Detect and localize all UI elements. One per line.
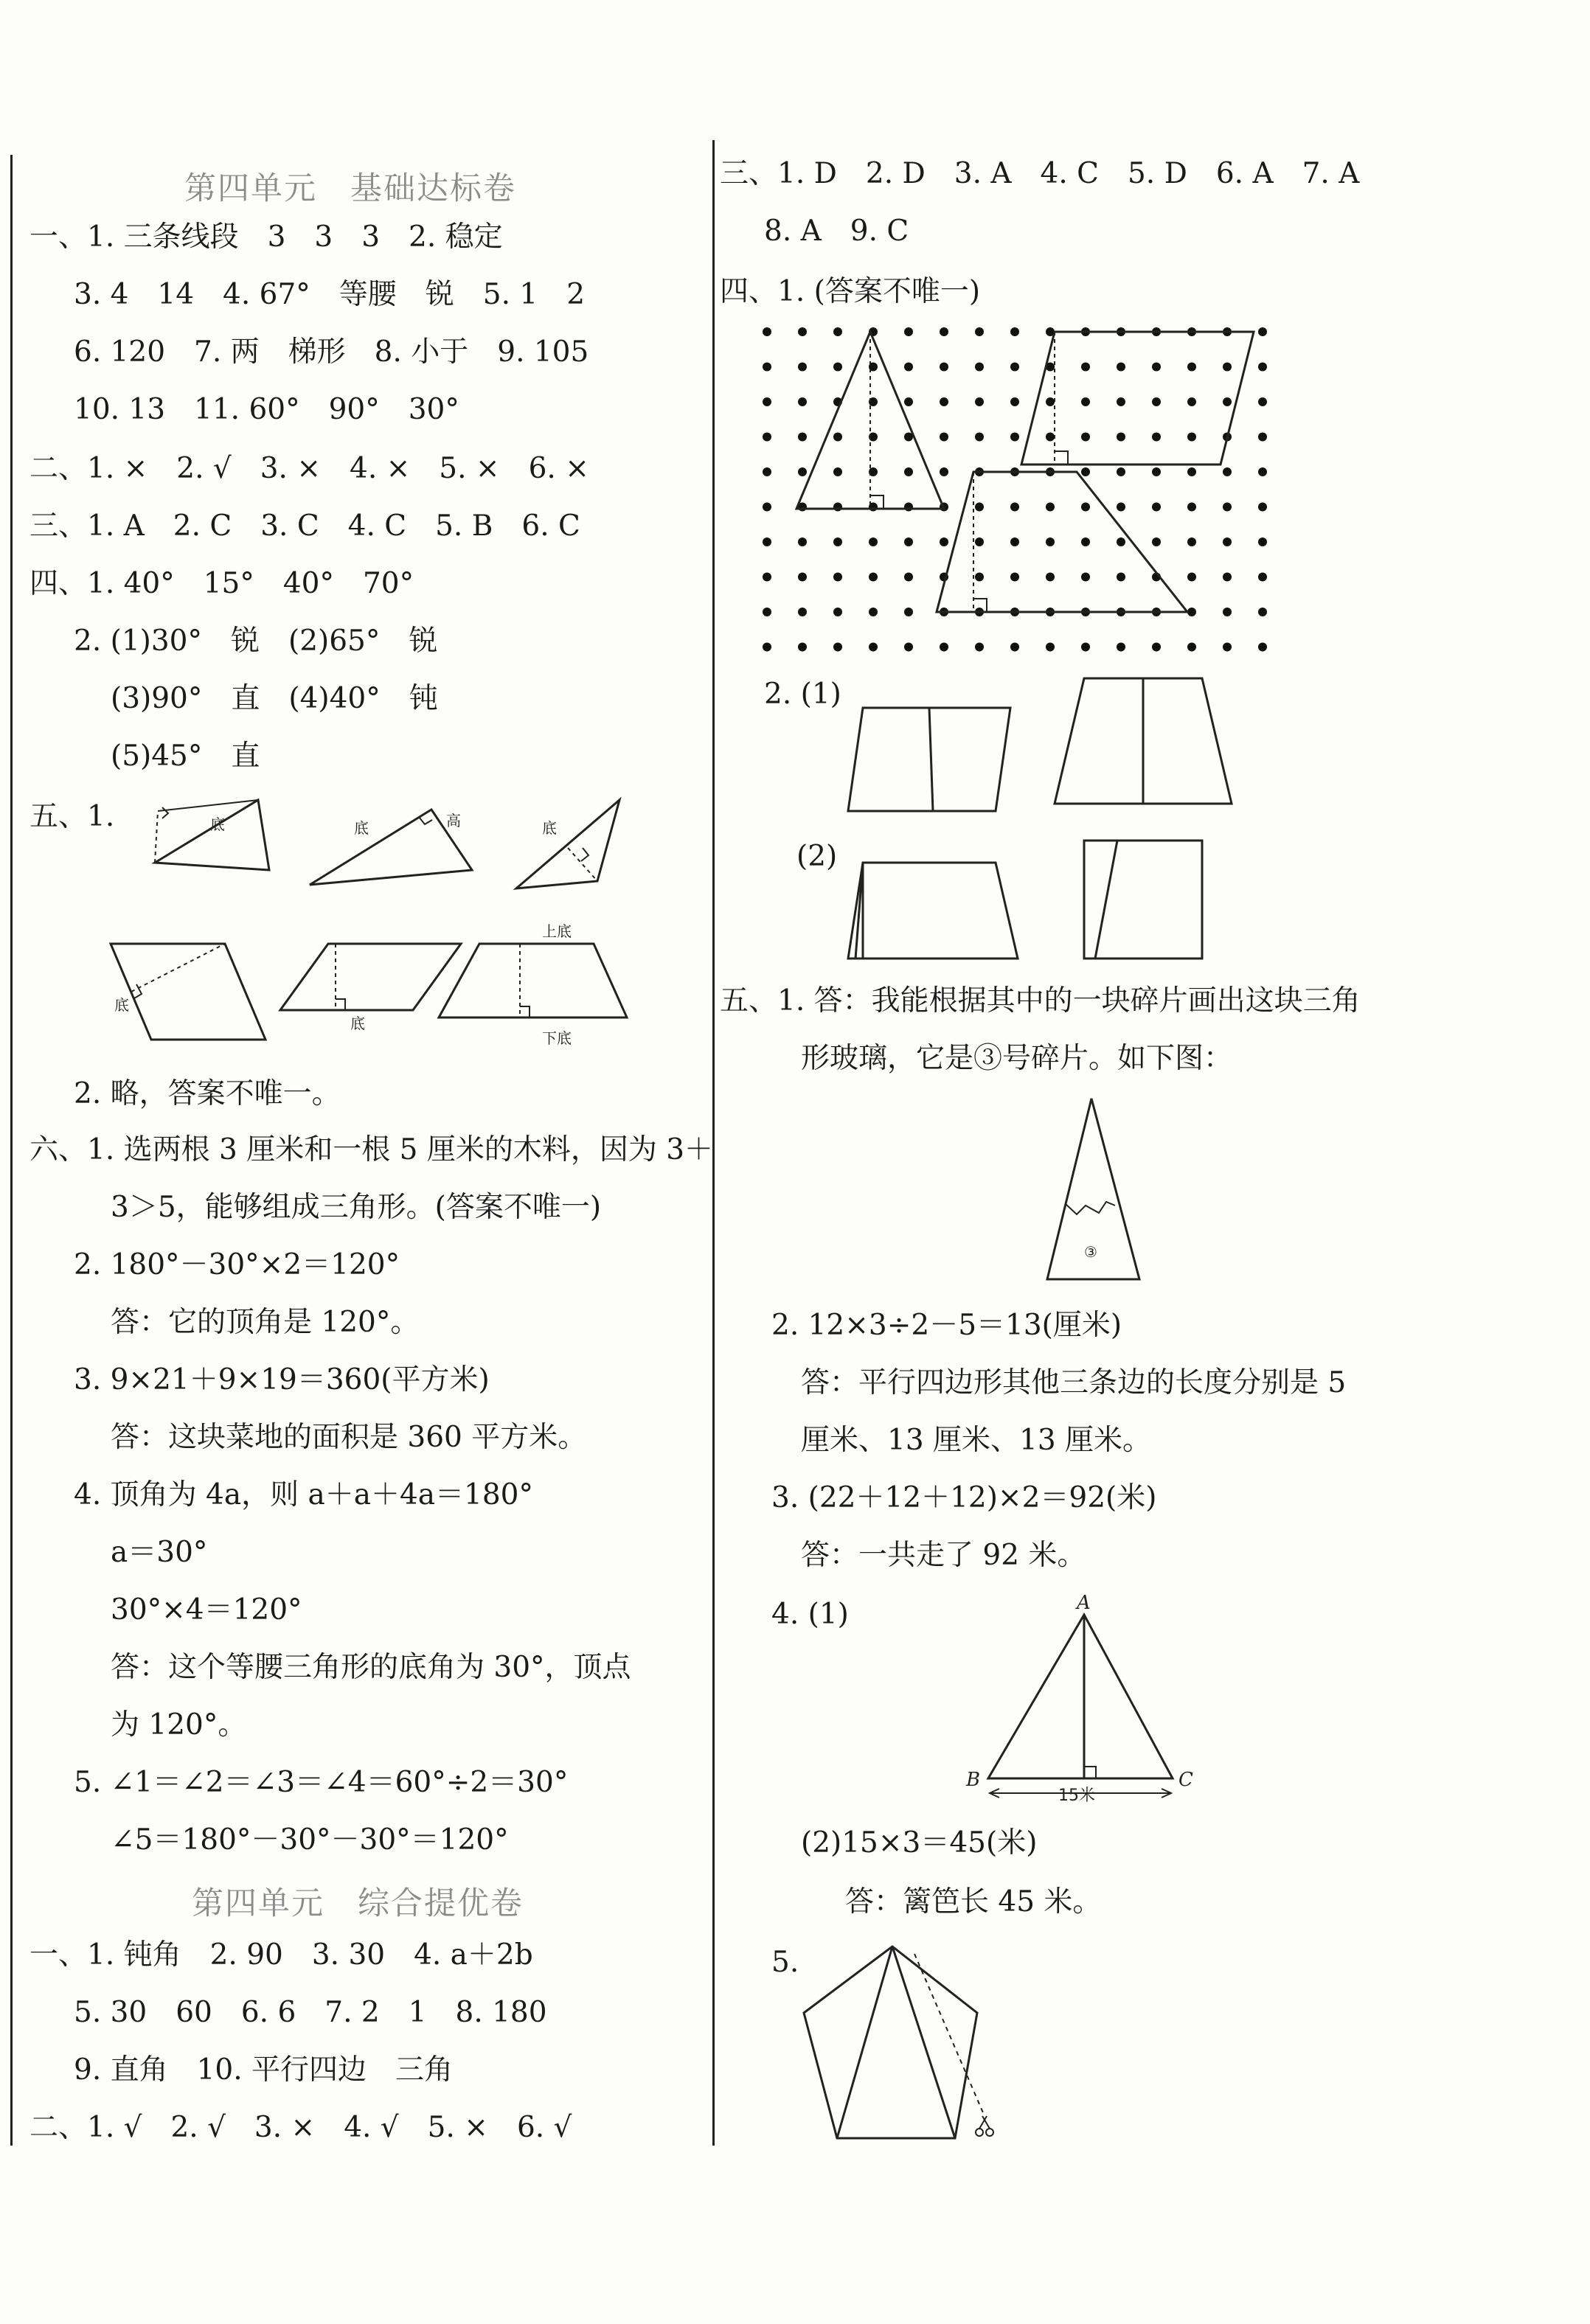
answer-line: 9. 直角 10. 平行四边 三角 [74,2053,454,2087]
grid-dot [1010,503,1019,512]
grid-dot [975,537,984,546]
grid-dot [869,643,878,652]
grid-dot [1258,608,1267,616]
grid-dot [1187,433,1196,442]
answer-line: 答：平行四边形其他三条边的长度分别是 5 [801,1366,1347,1399]
grid-dot [1117,363,1125,372]
grid-dot [763,327,771,336]
answer-line: 厘米、13 厘米、13 厘米。 [801,1424,1152,1457]
grid-dot [833,537,842,546]
fence-triangle-figure [959,1593,1217,1814]
grid-dot [1010,363,1019,372]
grid-dot [833,573,842,582]
answer-line: ∠5＝180°－30°－30°＝120° [111,1823,509,1857]
grid-dot [904,327,913,336]
grid-dot [763,433,771,442]
answer-line: 3. 4 14 4. 67° 等腰 锐 5. 1 2 [74,278,586,311]
grid-dot [869,537,878,546]
grid-dot [1117,537,1125,546]
grid-dot [1258,397,1267,406]
grid-dot [904,643,913,652]
grid-dot [904,363,913,372]
grid-dot [798,467,807,476]
grid-dot [940,643,948,652]
vertex-label-a: A [1077,1592,1091,1614]
grid-dot [940,327,948,336]
grid-dot [1223,503,1232,512]
grid-dot [1187,537,1196,546]
base-label: 底 [210,815,225,833]
grid-dot [1081,363,1090,372]
grid-dot [975,573,984,582]
grid-dot [940,433,948,442]
answer-line: 5. ∠1＝∠2＝∠3＝∠4＝60°÷2＝30° [74,1766,569,1799]
grid-dot [1223,363,1232,372]
answer-line: 答：一共走了 92 米。 [801,1539,1086,1572]
grid-dot [763,397,771,406]
grid-dot [940,537,948,546]
grid-dot [1223,608,1232,616]
answer-line: 2. (1)30° 锐 (2)65° 锐 [74,625,438,658]
grid-dot [1081,467,1090,476]
grid-dot [833,503,842,512]
grid-dot [1010,537,1019,546]
left-margin-line [10,155,13,2146]
answer-line: 答：这个等腰三角形的底角为 30°，顶点 [111,1651,631,1684]
grid-dot [1010,433,1019,442]
cut-and-rearrange-figures-2 [833,833,1246,966]
grid-dot [1081,397,1090,406]
grid-dot [763,608,771,616]
base-label: 底 [354,819,369,837]
grid-dot [1187,503,1196,512]
grid-dot [1010,397,1019,406]
grid-dot [1081,573,1090,582]
grid-dot [833,327,842,336]
grid-dot [1258,363,1267,372]
grid-dot [798,397,807,406]
answer-line: 二、1. √ 2. √ 3. × 4. √ 5. × 6. √ [29,2111,572,2144]
grid-dot [798,537,807,546]
top-base-label: 上底 [542,922,572,940]
grid-dot [833,363,842,372]
grid-dot [904,608,913,616]
grid-dot [763,573,771,582]
answer-line: 五、1. [29,800,115,833]
grid-dot [904,467,913,476]
grid-dot [1223,573,1232,582]
grid-dot [1223,643,1232,652]
grid-dot [975,643,984,652]
grid-dot [1046,433,1055,442]
grid-dot [1117,573,1125,582]
answer-line: 4. (1) [771,1598,849,1631]
answer-line: 3. (22＋12＋12)×2＝92(米) [771,1481,1157,1514]
answer-line: 5. [771,1946,799,1979]
grid-dot [1258,643,1267,652]
grid-dot [1152,363,1161,372]
grid-dot [1152,433,1161,442]
piece-label: ③ [1084,1243,1097,1261]
grid-dot [1046,643,1055,652]
grid-dot [833,467,842,476]
section-title-basic: 第四单元 基础达标卷 [184,170,516,207]
grid-dot [869,608,878,616]
grid-dot [1258,327,1267,336]
answer-line: 3. 9×21＋9×19＝360(平方米) [74,1363,490,1396]
grid-dot [1258,433,1267,442]
base-length-label: 15米 [1058,1787,1095,1805]
answer-line: 一、1. 三条线段 3 3 3 2. 稳定 [29,220,503,254]
answer-line: 4. 顶角为 4a，则 a＋a＋4a＝180° [74,1478,533,1511]
grid-dot [1117,503,1125,512]
grid-dot [798,363,807,372]
grid-dot [1258,537,1267,546]
grid-dot [833,433,842,442]
pentagon-cut-figure [796,1939,1010,2160]
grid-dot [1258,467,1267,476]
grid-dot [1152,397,1161,406]
grid-dot [833,608,842,616]
grid-dot [1117,643,1125,652]
grid-dot [798,573,807,582]
grid-dot [1152,643,1161,652]
grid-dot [1187,363,1196,372]
vertex-label-c: C [1178,1769,1193,1791]
base-label: 底 [114,996,129,1014]
grid-dot [1117,467,1125,476]
grid-dot [904,573,913,582]
base-label: 底 [542,819,557,837]
answer-line: 四、1. (答案不唯一) [720,275,981,308]
grid-dot [1187,643,1196,652]
grid-dot [798,327,807,336]
grid-dot [1081,537,1090,546]
answer-line: (3)90° 直 (4)40° 钝 [111,682,438,715]
grid-dot [1010,573,1019,582]
grid-dot [940,363,948,372]
answer-line: 二、1. × 2. √ 3. × 4. × 5. × 6. × [29,452,589,485]
grid-dot [1046,397,1055,406]
answer-line: 答：篱笆长 45 米。 [845,1885,1102,1918]
grid-dot [798,433,807,442]
answer-line: 2. 180°－30°×2＝120° [74,1248,400,1281]
answer-line: (2)15×3＝45(米) [801,1826,1038,1859]
grid-dot [975,433,984,442]
grid-dot [1081,643,1090,652]
answer-line: 3＞5，能够组成三角形。(答案不唯一) [111,1191,602,1224]
answer-line: 2. 12×3÷2－5＝13(厘米) [771,1309,1122,1342]
answer-line: 一、1. 钝角 2. 90 3. 30 4. a＋2b [29,1938,533,1972]
grid-dot [1187,573,1196,582]
grid-dot [1258,573,1267,582]
answer-line: 6. 120 7. 两 梯形 8. 小于 9. 105 [74,335,589,369]
answer-line: 2. 略，答案不唯一。 [74,1077,341,1110]
glass-triangle-figure [1032,1095,1150,1294]
grid-dot [869,573,878,582]
answer-line: 六、1. 选两根 3 厘米和一根 5 厘米的木料，因为 3＋ [29,1133,714,1166]
answer-line: 答：这块菜地的面积是 360 平方米。 [111,1421,587,1454]
grid-dot [1117,397,1125,406]
grid-dot [1010,327,1019,336]
grid-dot [975,503,984,512]
grid-dot [1010,643,1019,652]
grid-dot [1081,503,1090,512]
grid-dot [763,643,771,652]
answer-line: 三、1. D 2. D 3. A 4. C 5. D 6. A 7. A [720,157,1360,190]
answer-line: 三、1. A 2. C 3. C 4. C 5. B 6. C [29,509,580,543]
grid-dot [1046,503,1055,512]
grid-dot [1081,433,1090,442]
grid-dot [940,397,948,406]
grid-dot [1258,503,1267,512]
answer-line: 8. A 9. C [764,215,909,248]
grid-dot [1117,433,1125,442]
grid-dot [1152,537,1161,546]
answer-line: 四、1. 40° 15° 40° 70° [29,567,414,600]
dot-grid-figure [760,324,1276,656]
answer-line: 为 120°。 [111,1708,247,1742]
answer-line: 2. (1) [764,678,841,711]
grid-dot [798,643,807,652]
grid-dot [763,503,771,512]
grid-dot [798,608,807,616]
answer-line: 30°×4＝120° [111,1593,302,1627]
grid-dot [904,397,913,406]
bottom-base-label: 下底 [542,1029,572,1047]
grid-dot [1223,537,1232,546]
cut-and-rearrange-figures-1 [833,671,1246,818]
grid-dot [975,327,984,336]
answer-line: a＝30° [111,1536,208,1569]
grid-dot [763,467,771,476]
height-drawing-figures [96,789,642,1054]
grid-dot [975,363,984,372]
answer-line: 答：它的顶角是 120°。 [111,1306,420,1339]
grid-dot [1152,503,1161,512]
grid-dot [1046,573,1055,582]
grid-dot [1046,537,1055,546]
grid-dot [975,397,984,406]
grid-dot [763,363,771,372]
answer-line: (5)45° 直 [111,740,260,773]
grid-dot [940,467,948,476]
grid-dot [763,537,771,546]
grid-dot [904,537,913,546]
answer-line: 五、1. 答：我能根据其中的一块碎片画出这块三角 [720,984,1361,1017]
grid-dot [1187,467,1196,476]
grid-dot [833,643,842,652]
grid-dot [904,503,913,512]
grid-dot [1152,467,1161,476]
base-label: 底 [350,1015,365,1032]
answer-line: 形玻璃，它是③号碎片。如下图： [801,1042,1233,1075]
height-label: 高 [446,812,461,829]
answer-line: 5. 30 60 6. 6 7. 2 1 8. 180 [74,1996,547,2029]
answer-line: (2) [796,840,838,873]
section-title-advanced: 第四单元 综合提优卷 [192,1885,524,1922]
grid-dot [1223,467,1232,476]
vertex-label-b: B [966,1769,981,1791]
grid-dot [1223,397,1232,406]
grid-dot [1187,397,1196,406]
answer-line: 10. 13 11. 60° 90° 30° [74,393,459,426]
